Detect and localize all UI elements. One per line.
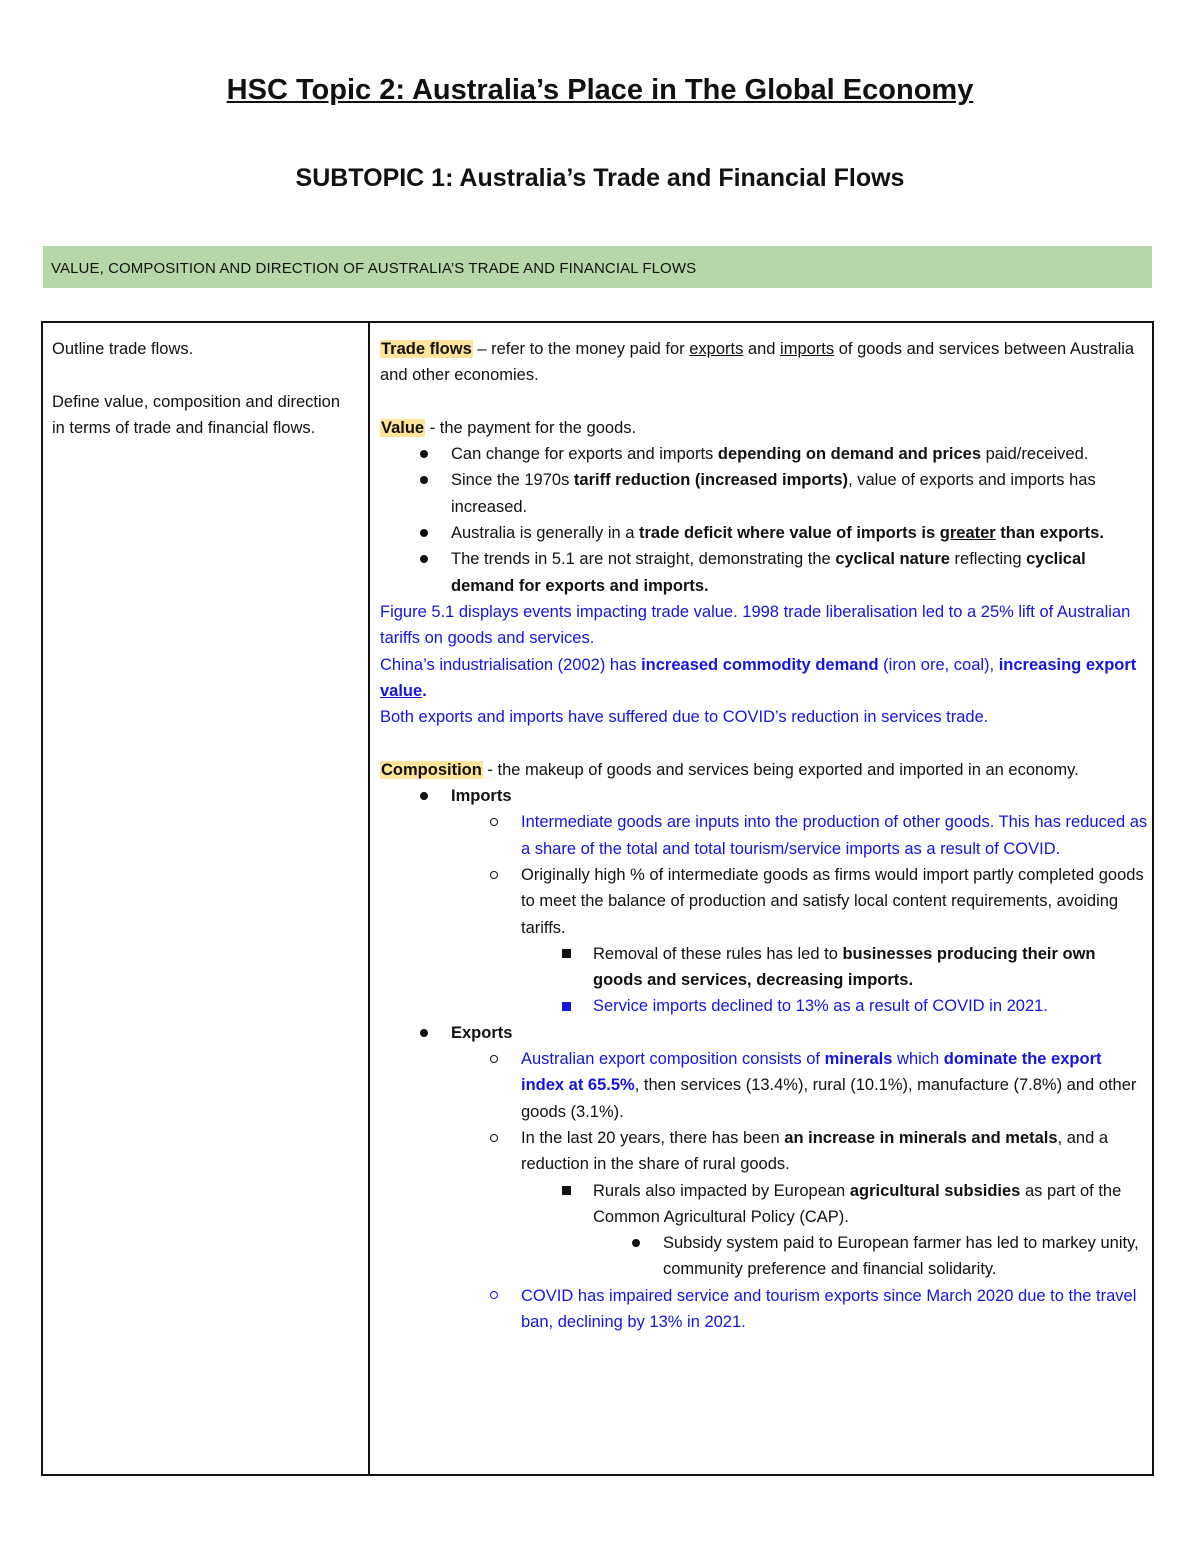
covid-note: Both exports and imports have suffered due to COVID’s reduction in services trade.: [380, 708, 989, 727]
composition-definition: Composition - the makeup of goods and services being exported and imported in an economy.: [381, 760, 1079, 779]
list-item: Australia is generally in a trade deficit where value of imports is greater than exports.: [380, 520, 1148, 546]
section-header: VALUE, COMPOSITION AND DIRECTION OF AUSTRALIA’S TRADE AND FINANCIAL FLOWS: [43, 246, 1152, 288]
term-composition: Composition: [381, 760, 482, 779]
bullet-icon: [414, 441, 434, 467]
question-outline-trade-flows: Outline trade flows.: [52, 340, 194, 358]
square-bullet-icon: [556, 993, 576, 1019]
list-item: Australian export composition consists of minerals which dominate the export index at 65.5%, then services (13.4%), rural (10.1%), manufacture (7.8%) and other goods (3.1%).: [380, 1046, 1148, 1125]
imports-link-text: imports: [780, 340, 835, 358]
notes-table: [41, 321, 1154, 1476]
question-define-terms: Define value, composition and direction in terms of trade and financial flows.: [52, 392, 341, 437]
square-bullet-icon: [556, 941, 576, 967]
circle-bullet-icon: [484, 1125, 504, 1151]
subtopic-heading: SUBTOPIC 1: Australia’s Trade and Financial Flows: [295, 164, 905, 192]
bullet-icon: [414, 1020, 434, 1046]
questions-column: [52, 336, 352, 441]
bullet-icon: [626, 1230, 646, 1256]
square-bullet-icon: [556, 1178, 576, 1204]
list-item: Originally high % of intermediate goods as firms would import partly completed goods to meet the balance of production and satisfy local content requirements, avoiding tariffs.: [380, 862, 1148, 941]
list-item: Since the 1970s tariff reduction (increased imports), value of exports and imports has increased.: [380, 467, 1148, 520]
list-item: The trends in 5.1 are not straight, demonstrating the cyclical nature reflecting cyclical demand for exports and imports.: [380, 546, 1148, 599]
list-item-exports: Exports: [380, 1020, 1148, 1046]
bullet-icon: [414, 467, 434, 493]
page-title: HSC Topic 2: Australia’s Place in The Global Economy: [226, 74, 974, 106]
bullet-icon: [414, 783, 434, 809]
column-divider: [368, 323, 370, 1474]
list-item-imports: Imports: [380, 783, 1148, 809]
value-definition: Value - the payment for the goods.: [381, 418, 637, 437]
answers-column: [380, 336, 1148, 1335]
bullet-icon: [414, 520, 434, 546]
trade-flows-definition: Trade flows – refer to the money paid for exports and imports of goods and services between Australia and other economies.: [380, 340, 1135, 385]
circle-bullet-icon: [484, 809, 504, 835]
term-trade-flows: Trade flows: [381, 340, 472, 358]
china-note: China’s industrialisation (2002) has increased commodity demand (iron ore, coal), increasing export value.: [380, 655, 1137, 700]
list-item: In the last 20 years, there has been an increase in minerals and metals, and a reduction in the share of rural goods.: [380, 1125, 1148, 1178]
circle-bullet-icon: [484, 862, 504, 888]
list-item: Subsidy system paid to European farmer has led to markey unity, community preference and financial solidarity.: [380, 1230, 1148, 1283]
term-value: Value: [381, 418, 425, 437]
figure-note: Figure 5.1 displays events impacting trade value. 1998 trade liberalisation led to a 25% lift of Australian tariffs on goods and services.: [380, 602, 1131, 648]
exports-link-text: exports: [689, 340, 744, 358]
list-item: Can change for exports and imports depending on demand and prices paid/received.: [380, 441, 1148, 467]
bullet-icon: [414, 546, 434, 572]
list-item: Removal of these rules has led to businesses producing their own goods and services, decreasing imports.: [380, 941, 1148, 994]
list-item: COVID has impaired service and tourism exports since March 2020 due to the travel ban, declining by 13% in 2021.: [380, 1283, 1148, 1336]
list-item: Intermediate goods are inputs into the production of other goods. This has reduced as a share of the total and total tourism/service imports as a result of COVID.: [380, 809, 1148, 862]
list-item: Rurals also impacted by European agricultural subsidies as part of the Common Agricultural Policy (CAP).: [380, 1178, 1148, 1231]
circle-bullet-icon: [484, 1046, 504, 1072]
circle-bullet-icon: [484, 1283, 504, 1309]
list-item: Service imports declined to 13% as a result of COVID in 2021.: [380, 993, 1148, 1019]
